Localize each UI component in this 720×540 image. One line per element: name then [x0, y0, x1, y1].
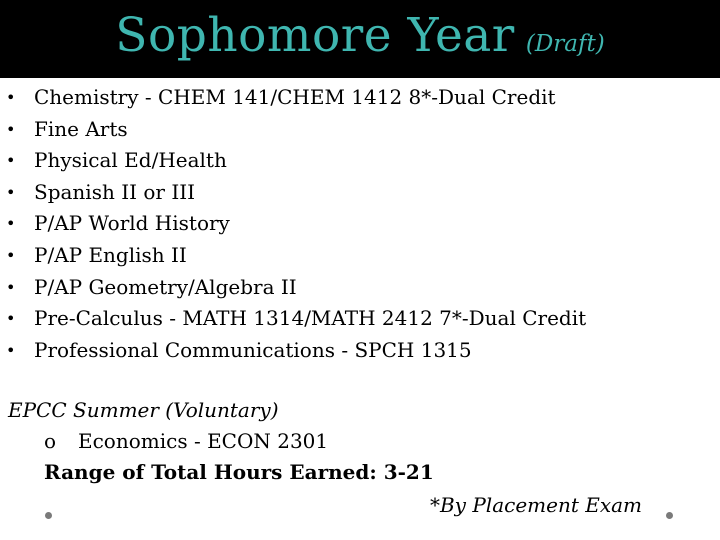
course-item [0, 240, 720, 272]
hours-range-text: Range of Total Hours Earned: 3-21 [44, 460, 434, 484]
course-label: Chemistry - CHEM 141/CHEM 1412 8*-Dual Credit [34, 85, 556, 109]
course-label: Spanish II or III [34, 179, 196, 204]
course-item [0, 145, 720, 177]
bullet-icon: • [6, 309, 16, 329]
title-draft-text: (Draft) [525, 31, 605, 57]
bullet-icon: • [6, 119, 16, 139]
bullet-icon: • [6, 182, 16, 202]
course-item [0, 303, 720, 335]
course-label: Fine Arts [34, 116, 128, 141]
course-item [0, 114, 720, 146]
course-label: Physical Ed/Health [34, 148, 227, 173]
summer-course-label: Economics - ECON 2301 [78, 429, 329, 453]
course-list [0, 82, 720, 366]
summer-heading: EPCC Summer (Voluntary) [8, 398, 279, 422]
right-corner-dot-icon [666, 512, 673, 519]
title-main-text: Sophomore Year [115, 8, 515, 63]
course-label: P/AP English II [34, 242, 187, 267]
course-label: Pre-Calculus - MATH 1314/MATH 2412 7*-Dual Credit [34, 306, 587, 331]
course-label: P/AP Geometry/Algebra II [34, 274, 297, 299]
course-item [0, 208, 720, 240]
course-label: Professional Communications - SPCH 1315 [34, 337, 472, 362]
course-item [0, 272, 720, 304]
bullet-icon: • [6, 340, 16, 360]
bullet-icon: • [6, 151, 16, 171]
course-item [0, 177, 720, 209]
circle-bullet-icon: o [44, 429, 57, 453]
footnote-text: *By Placement Exam [429, 493, 642, 517]
left-corner-dot-icon [45, 512, 52, 519]
summer-course-item [44, 429, 328, 453]
bullet-icon: • [6, 245, 16, 265]
course-item [0, 335, 720, 367]
course-item [0, 82, 720, 114]
bullet-icon: • [6, 214, 16, 234]
slide-title [0, 8, 720, 63]
bullet-icon: • [6, 277, 16, 297]
bullet-icon: • [6, 88, 16, 107]
course-label: P/AP World History [34, 211, 230, 236]
